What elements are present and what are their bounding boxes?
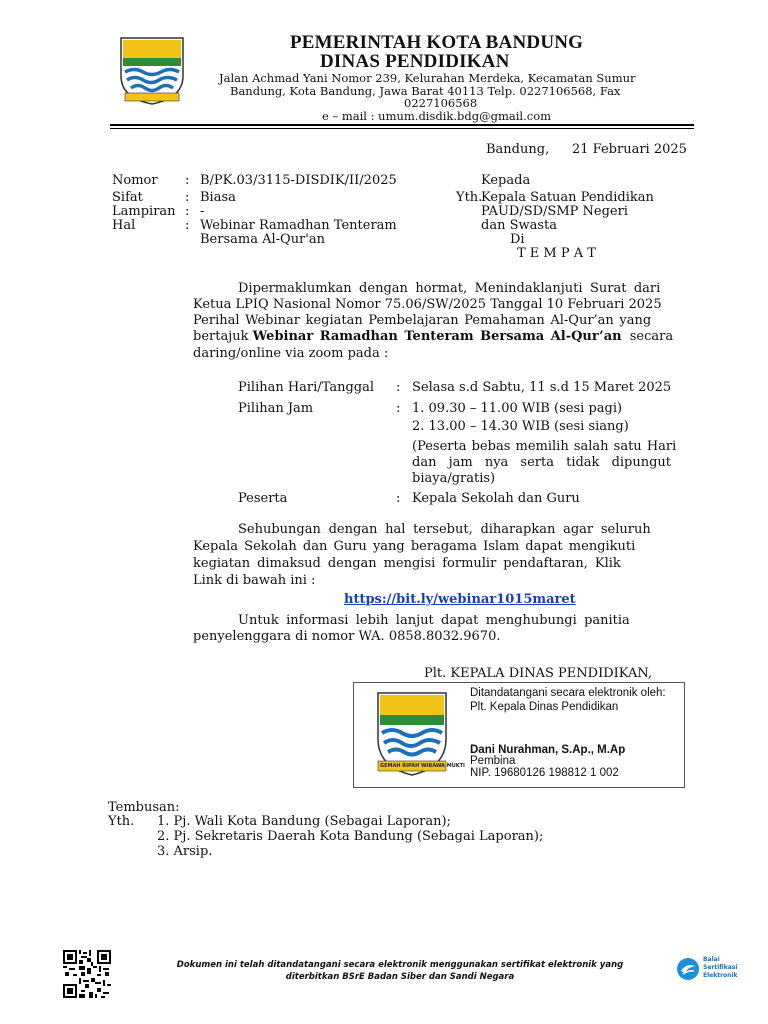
signatory-title: Plt. KEPALA DINAS PENDIDIKAN, bbox=[424, 666, 653, 681]
hal-value-line-1: Webinar Ramadhan Tenteram bbox=[200, 218, 397, 233]
peserta-label: Peserta bbox=[238, 491, 288, 506]
hal-value-line-2: Bersama Al-Qur'an bbox=[200, 232, 325, 247]
recipient-di: Di bbox=[510, 232, 525, 247]
address-line-2: Bandung, Kota Bandung, Jawa Barat 40113 Telp. 0227106568, Fax bbox=[230, 84, 621, 98]
recipient-line-1: Kepala Satuan Pendidikan bbox=[481, 190, 654, 205]
lampiran-label: Lampiran bbox=[112, 204, 176, 219]
paragraph-1-line-4-start: bertajuk bbox=[193, 329, 249, 344]
footer-line-2: diterbitkan BSrE Badan Siber dan Sandi Negara bbox=[285, 972, 515, 982]
paragraph-1-line-1: Dipermaklumkan dengan hormat, Menindaklanjuti Surat dari bbox=[238, 281, 661, 296]
hal-colon: : bbox=[185, 218, 190, 233]
header-rule-thick bbox=[110, 124, 694, 126]
bsre-text-3: Elektronik bbox=[703, 972, 738, 979]
bsre-text-1: Balai bbox=[703, 956, 720, 963]
footer-line-1: Dokumen ini telah ditandatangani secara elektronik menggunakan sertifikat elektronik yang bbox=[176, 960, 624, 970]
nomor-label: Nomor bbox=[112, 173, 158, 188]
note-line-3: biaya/gratis) bbox=[412, 471, 496, 486]
nomor-colon: : bbox=[185, 173, 190, 188]
jam-label: Pilihan Jam bbox=[238, 401, 314, 416]
peserta-colon: : bbox=[396, 491, 401, 506]
jam-value-2: 2. 13.00 – 14.30 WIB (sesi siang) bbox=[412, 419, 629, 434]
paragraph-2-line-4: Link di bawah ini : bbox=[193, 573, 316, 588]
date-city: Bandung, bbox=[486, 142, 550, 157]
paragraph-1-line-5: daring/online via zoom pada : bbox=[193, 346, 389, 361]
paragraph-1-line-4-end: secara bbox=[629, 329, 674, 344]
jam-colon: : bbox=[396, 401, 401, 416]
hari-label: Pilihan Hari/Tanggal bbox=[238, 380, 375, 395]
recipient-line-2: PAUD/SD/SMP Negeri bbox=[481, 204, 628, 219]
recipient-tempat: T E M P A T bbox=[517, 246, 596, 261]
hari-colon: : bbox=[396, 380, 401, 395]
crest-logo bbox=[119, 36, 185, 106]
sifat-colon: : bbox=[185, 190, 190, 205]
webinar-title-bold: Webinar Ramadhan Tenteram Bersama Al-Qur’an bbox=[252, 329, 622, 344]
signature-crest-motto: GEMAH RIPAH WIBAWA MUKTI bbox=[380, 763, 465, 769]
address-line-3: 0227106568 bbox=[404, 96, 478, 110]
bsre-emblem-icon bbox=[676, 957, 700, 981]
tembusan-yth: Yth. bbox=[108, 814, 135, 829]
recipient-line-3: dan Swasta bbox=[481, 218, 558, 233]
note-line-1: (Peserta bebas memilih salah satu Hari bbox=[412, 439, 677, 454]
jam-value-1: 1. 09.30 – 11.00 WIB (sesi pagi) bbox=[412, 401, 623, 416]
tembusan-label: Tembusan: bbox=[108, 800, 180, 815]
recipient-yth: Yth. bbox=[456, 190, 483, 205]
electronic-signature-box bbox=[353, 682, 685, 788]
qr-code bbox=[63, 950, 111, 998]
paragraph-1-line-3: Perihal Webinar kegiatan Pembelajaran Pemahaman Al-Qur’an yang bbox=[193, 313, 652, 328]
letter-date: 21 Februari 2025 bbox=[572, 142, 687, 157]
paragraph-2-line-2: Kepala Sekolah dan Guru yang beragama Islam dapat mengikuti bbox=[193, 539, 636, 554]
esign-line-2: Plt. Kepala Dinas Pendidikan bbox=[470, 701, 619, 713]
lampiran-colon: : bbox=[185, 204, 190, 219]
bsre-text-2: Sertifikasi bbox=[703, 964, 738, 971]
paragraph-1-line-4 bbox=[193, 329, 673, 344]
signatory-nip: NIP. 19680126 198812 1 002 bbox=[470, 767, 619, 779]
header-rule-thin bbox=[110, 128, 694, 129]
tembusan-item: 3. Arsip. bbox=[157, 844, 213, 859]
tembusan-item: 1. Pj. Wali Kota Bandung (Sebagai Laporan); bbox=[157, 814, 451, 829]
paragraph-3-line-2: penyelenggara di nomor WA. 0858.8032.9670. bbox=[193, 629, 501, 644]
note-line-2: dan jam nya serta tidak dipungut bbox=[412, 455, 672, 470]
government-name: PEMERINTAH KOTA BANDUNG bbox=[290, 32, 584, 53]
sifat-value: Biasa bbox=[200, 190, 236, 205]
paragraph-3-line-1: Untuk informasi lebih lanjut dapat menghubungi panitia bbox=[238, 613, 630, 628]
lampiran-value: - bbox=[200, 204, 205, 219]
paragraph-2-line-3: kegiatan dimaksud dengan mengisi formulir pendaftaran, Klik bbox=[193, 556, 621, 571]
esign-line-1: Ditandatangani secara elektronik oleh: bbox=[470, 687, 666, 699]
nomor-value: B/PK.03/3115-DISDIK/II/2025 bbox=[200, 173, 397, 188]
peserta-value: Kepala Sekolah dan Guru bbox=[412, 491, 580, 506]
paragraph-2-line-1: Sehubungan dengan hal tersebut, diharapkan agar seluruh bbox=[238, 522, 651, 537]
paragraph-1-line-2: Ketua LPIQ Nasional Nomor 75.06/SW/2025 Tanggal 10 Februari 2025 bbox=[193, 297, 662, 312]
hal-label: Hal bbox=[112, 218, 136, 233]
tembusan-item: 2. Pj. Sekretaris Daerah Kota Bandung (Sebagai Laporan); bbox=[157, 829, 544, 844]
address-line-1: Jalan Achmad Yani Nomor 239, Kelurahan Merdeka, Kecamatan Sumur bbox=[219, 71, 636, 85]
bsre-logo bbox=[676, 954, 748, 984]
hari-value: Selasa s.d Sabtu, 11 s.d 15 Maret 2025 bbox=[412, 380, 672, 395]
department-name: DINAS PENDIDIKAN bbox=[320, 51, 510, 72]
signatory-name: Dani Nurahman, S.Ap., M.Ap bbox=[470, 744, 626, 756]
sifat-label: Sifat bbox=[112, 190, 143, 205]
signatory-rank: Pembina bbox=[470, 755, 516, 767]
registration-link[interactable]: https://bit.ly/webinar1015maret bbox=[344, 592, 576, 607]
kepada: Kepada bbox=[481, 173, 531, 188]
email-line: e – mail : umum.disdik.bdg@gmail.com bbox=[322, 109, 552, 123]
